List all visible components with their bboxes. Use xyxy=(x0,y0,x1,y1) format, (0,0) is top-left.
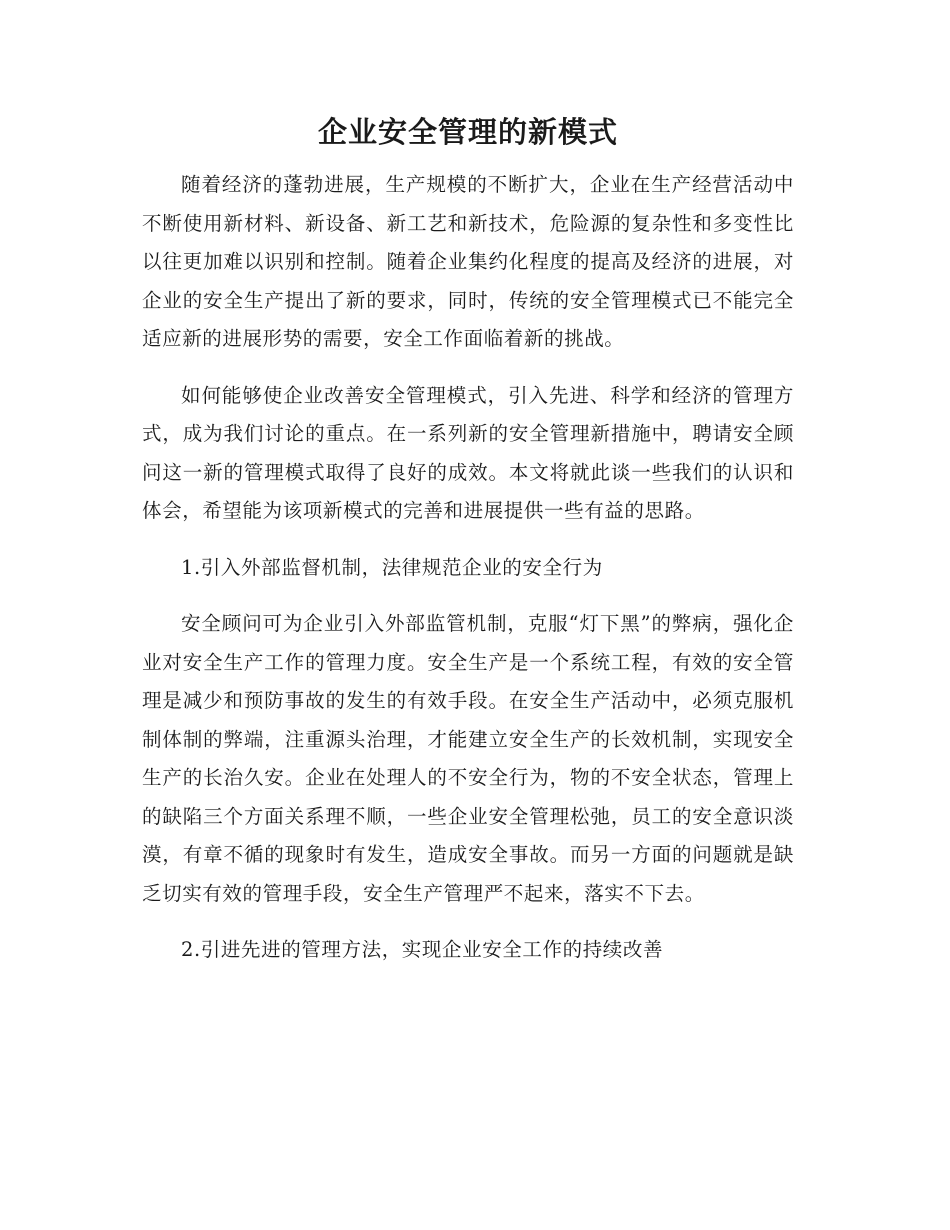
paragraph-intro: 随着经济的蓬勃进展，生产规模的不断扩大，企业在生产经营活动中不断使用新材料、新设备、新工艺和新技术，危险源的复杂性和多变性比以往更加难以识别和控制。随着企业集约化程度的提高及经济的进展，对企业的安全生产提出了新的要求，同时，传统的安全管理模式已不能完全适应新的进展形势的需要，安全工作面临着新的挑战。 xyxy=(142,173,794,350)
document-title: 企业安全管理的新模式 xyxy=(317,115,618,149)
section-heading-1: 1.引入外部监督机制，法律规范企业的安全行为 xyxy=(181,555,603,579)
document-page xyxy=(142,110,794,988)
paragraph-approach: 如何能够使企业改善安全管理模式，引入先进、科学和经济的管理方式，成为我们讨论的重点。在一系列新的安全管理新措施中，聘请安全顾问这一新的管理模式取得了良好的成效。本文将就此谈一些我们的认识和体会，希望能为该项新模式的完善和进展提供一些有益的思路。 xyxy=(142,383,794,522)
section-paragraph-1: 安全顾问可为企业引入外部监管机制，克服“灯下黑”的弊病，强化企业对安全生产工作的管理力度。安全生产是一个系统工程，有效的安全管理是减少和预防事故的发生的有效手段。在安全生产活动中，必须克服机制体制的弊端，注重源头治理，才能建立安全生产的长效机制，实现安全生产的长治久安。企业在处理人的不安全行为，物的不安全状态，管理上的缺陷三个方面关系理不顺，一些企业安全管理松弛，员工的安全意识淡漠，有章不循的现象时有发生，造成安全事故。而另一方面的问题就是缺乏切实有效的管理手段，安全生产管理严不起来，落实不下去。 xyxy=(142,612,794,905)
section-heading-2: 2.引进先进的管理方法，实现企业安全工作的持续改善 xyxy=(181,938,664,961)
